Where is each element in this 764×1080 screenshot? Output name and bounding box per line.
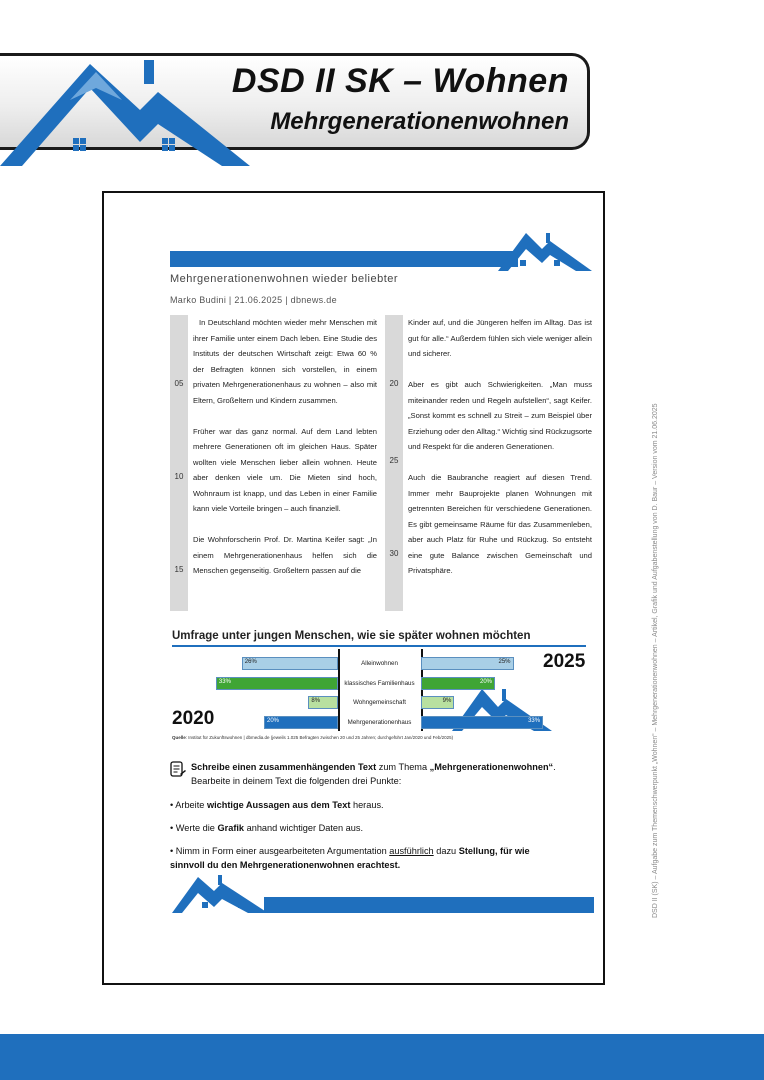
task-text: heraus. bbox=[350, 800, 384, 810]
article-column-right bbox=[408, 315, 592, 579]
chart-data-label: 33% bbox=[528, 717, 541, 724]
top-blue-bar bbox=[170, 251, 518, 267]
task-text: anhand wichtiger Daten aus. bbox=[244, 823, 364, 833]
task-intro-line2: Bearbeite in deinem Text die folgenden drei Punkte: bbox=[191, 776, 402, 786]
task-intro bbox=[191, 761, 556, 775]
task-bullet-2 bbox=[170, 822, 363, 836]
chart-data-label: 25% bbox=[498, 659, 511, 665]
chart-category-label: Mehrgenerationenhaus bbox=[347, 718, 412, 726]
chart-category-label: Alleinwohnen bbox=[361, 660, 398, 667]
banner-subtitle: Mehrgenerationenwohnen bbox=[270, 108, 569, 135]
chart-bar-2025 bbox=[421, 677, 495, 690]
writing-task-icon bbox=[170, 761, 186, 779]
task-intro-topic: „Mehrgenerationenwohnen“ bbox=[429, 762, 554, 772]
task-text-underline: ausführlich bbox=[389, 846, 434, 856]
line-number: 20 bbox=[389, 379, 399, 388]
house-logo-icon bbox=[172, 875, 276, 915]
task-text-bold: Stellung, für wie bbox=[458, 846, 530, 856]
chart-source bbox=[172, 735, 453, 740]
chart-bar-2020 bbox=[264, 716, 338, 729]
chart-source-label: Quelle bbox=[172, 735, 186, 740]
chart-title: Umfrage unter jungen Menschen, wie sie später wohnen möchten bbox=[172, 630, 531, 642]
year-label-2020: 2020 bbox=[172, 708, 215, 729]
article-paragraph: Die Wohnforscherin Prof. Dr. Martina Keifer sagt: „In einem Mehrgenerationenhaus helfen sich die Menschen gegenseitig. Großeltern passen auf die bbox=[193, 535, 377, 575]
line-number: 25 bbox=[389, 456, 399, 465]
bottom-blue-bar bbox=[264, 897, 594, 913]
chart-data-label: 26% bbox=[244, 659, 257, 665]
article-paragraph: Kinder auf, und die Jüngeren helfen im Alltag. Das ist gut für alle.“ Außerdem fühlen sich viele weniger allein und sicherer. bbox=[408, 318, 592, 358]
article-paragraph: In Deutschland möchten wieder mehr Menschen mit ihrer Familie unter einem Dach leben. Eine Studie des Instituts der deutschen Wirtschaft zeigt: Etwa 60 % der Befragten können sich vorstellen, in einem privaten Mehrgenerationenhaus zu wohnen – also mit Eltern, Großeltern und Kindern zusammen. bbox=[193, 318, 377, 405]
house-logo-icon bbox=[498, 231, 594, 273]
task-bullet-1 bbox=[170, 799, 384, 813]
task-text-bold: wichtige Aussagen aus dem Text bbox=[206, 800, 351, 810]
chart-bar-2020 bbox=[308, 696, 338, 709]
task-intro-bold: Schreibe einen zusammenhängenden Text bbox=[191, 762, 377, 772]
task-bullet-3-cont bbox=[170, 859, 400, 873]
article-meta: Marko Budini | 21.06.2025 | dbnews.de bbox=[170, 295, 337, 305]
article-paragraph: Früher war das ganz normal. Auf dem Land lebten mehrere Generationen oft im gleichen Haus. Später wollten viele Menschen lieber allein wohnen. Heute aber denken viele um. Die Mieten sind hoch, Wohnraum ist knapp, und das Leben in einer Familie kann viele Vorteile bringen – auch finanziell. bbox=[193, 426, 377, 513]
banner-title: DSD II SK – Wohnen bbox=[231, 62, 569, 100]
task-text: • Arbeite bbox=[170, 800, 207, 810]
chart-category-label: Wohngemeinschaft bbox=[353, 699, 406, 706]
line-number: 30 bbox=[389, 549, 399, 558]
chart-data-label: 20% bbox=[267, 717, 280, 724]
task-text-bold: Grafik bbox=[217, 823, 245, 833]
article-title: Mehrgenerationenwohnen wieder beliebter bbox=[170, 273, 399, 285]
year-label-2025: 2025 bbox=[543, 651, 586, 672]
task-text: • Werte die bbox=[170, 823, 218, 833]
chart-data-label: 33% bbox=[218, 678, 231, 685]
task-text: dazu bbox=[433, 846, 459, 856]
article-column-left bbox=[193, 315, 377, 579]
document-page bbox=[102, 191, 605, 985]
chart-category-label: klassisches Familienhaus bbox=[344, 679, 415, 687]
task-intro-mid: zum Thema bbox=[376, 762, 430, 772]
task-text-bold: sinnvoll du den Mehrgenerationenwohnen erachtest. bbox=[170, 860, 401, 870]
article-paragraph: Aber es gibt auch Schwierigkeiten. „Man muss miteinander reden und Regeln aufstellen“, sagt Keifer. „Sonst kommt es schnell zu Streit – zum Beispiel über Erziehung oder den Alltag.“ Wichtig sind Rückzugsorte und Respekt für die anderen Generationen. bbox=[408, 380, 592, 451]
line-number: 15 bbox=[174, 565, 184, 574]
task-text: • Nimm in Form einer ausgearbeiteten Argumentation bbox=[170, 846, 390, 856]
task-intro-end: . bbox=[553, 762, 556, 772]
footer-bar bbox=[0, 1034, 764, 1080]
chart-data-label: 9% bbox=[442, 698, 452, 704]
chart-bar-2025 bbox=[421, 696, 454, 709]
task-bullet-3 bbox=[170, 845, 530, 859]
house-logo-icon bbox=[0, 60, 260, 172]
chart-data-label: 8% bbox=[311, 698, 321, 704]
chart-title-rule bbox=[172, 645, 586, 647]
article-paragraph: Auch die Baubranche reagiert auf diesen Trend. Immer mehr Bauprojekte planen Wohnungen mit getrennten Bereichen für verschiedene Generationen. Es gibt gemeinsame Räume für das Zusammenleben, aber auch Platz für Ruhe und Rückzug. So entsteht eine gute Balance zwischen Gemeinschaft und Privatsphäre. bbox=[408, 473, 592, 575]
chart-bar-2020 bbox=[216, 677, 338, 690]
chart-bar-2025 bbox=[421, 657, 514, 670]
chart-bar-2020 bbox=[242, 657, 338, 670]
side-note-text: DSD II (SK) – Aufgabe zum Themenschwerpunkt „Wohnen“ – Mehrgenerationenwohnen – Artikel, Grafik und Aufgabenstellung von D. Baur – Version vom 21.06.2025 bbox=[652, 403, 659, 918]
line-number: 05 bbox=[174, 379, 184, 388]
chart-data-label: 20% bbox=[479, 678, 492, 685]
chart-bar-2025 bbox=[421, 716, 543, 729]
line-number: 10 bbox=[174, 472, 184, 481]
chart-source-text: : Institut für Zukunftswohnen | dbmedia.de (jeweils 1.025 Befragten zwischen 20 und 25 Jahren; durchgeführt Jan/2020 und Feb/2025) bbox=[185, 735, 454, 740]
